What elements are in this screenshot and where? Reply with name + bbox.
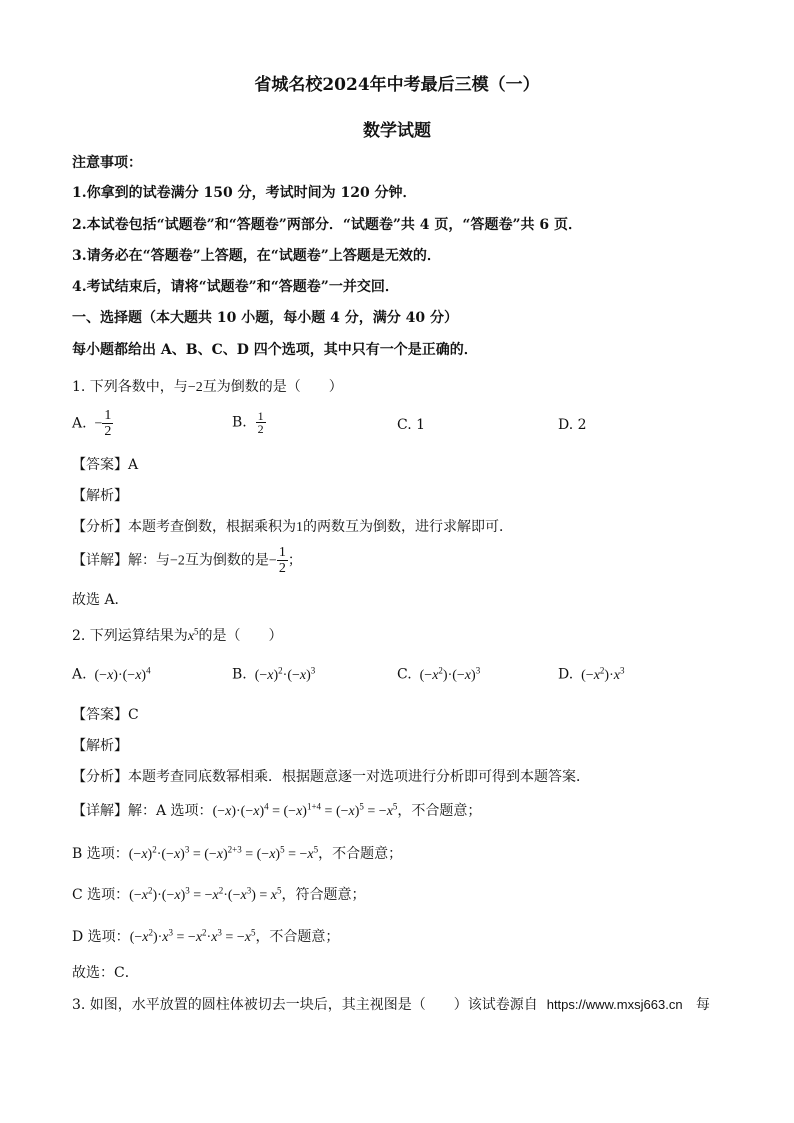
q2-detail-a: 【详解】解：A 选项：$(-x)\cdot(-x)^4 = (-x)^{1+4} = (-x)^5 = -x^5$，不合题意； [72, 801, 482, 819]
q2-detail-d: D 选项：$(-x^2)\cdot x^3 = -x^2\cdot x^3 = -x^5$，不合题意； [72, 927, 340, 945]
q1-stem-number: −2 [187, 380, 203, 395]
notice-heading: 注意事项： [72, 155, 142, 171]
source-link[interactable]: https://www.mxsj663.cn [546, 997, 683, 1012]
q2-option-b: B. $(-x)^2\cdot(-x)^3$ [232, 665, 316, 683]
notice-item-4: 4.考试结束后，请将“试题卷”和“答题卷”一并交回． [72, 279, 399, 295]
section-heading: 一、选择题（本大题共 10 小题，每小题 4 分，满分 40 分） [72, 310, 458, 326]
q2-option-c: C. $(-x^2)\cdot(-x)^3$ [397, 665, 481, 683]
q1-conclusion: 故选 A． [72, 592, 129, 608]
q1-analysis: 【分析】本题考查倒数，根据乘积为1的两数互为倒数，进行求解即可． [72, 519, 513, 535]
q1-option-b: B. $\frac{1}{2}$ [232, 409, 264, 436]
fraction-neg-half: $\frac{1}{2}$ [104, 408, 112, 439]
q2-stem: 2. 下列运算结果为$x^5$的是（ ） [72, 626, 283, 644]
q2-conclusion: 故选：C． [72, 965, 139, 981]
q1-answer: 【答案】A [72, 457, 139, 473]
fraction-half: $\frac{1}{2}$ [257, 409, 264, 436]
notice-item-1: 1.你拿到的试卷满分 150 分，考试时间为 120 分钟． [72, 185, 417, 201]
section-instruction: 每小题都给出 A、B、C、D 四个选项，其中只有一个是正确的． [72, 342, 478, 358]
notice-item-3: 3.请务必在“答题卷”上答题，在“试题卷”上答题是无效的． [72, 248, 441, 264]
q1-analysis-tag: 【解析】 [72, 488, 128, 504]
document-subtitle: 数学试题 [363, 121, 431, 141]
q1-stem: 1. 下列各数中，与−2互为倒数的是（ ） [72, 379, 343, 395]
q2-detail-c: C 选项：$(-x^2)\cdot(-x)^3 = -x^2\cdot(-x^3) = x^5$，符合题意； [72, 885, 366, 903]
q1-option-a: A. − $\frac{1}{2}$ [72, 408, 112, 439]
q2-analysis: 【分析】本题考查同底数幂相乘．根据题意逐一对选项进行分析即可得到本题答案． [72, 769, 590, 785]
q1-detail: 【详解】解：与−2互为倒数的是− $\frac{1}{2}$ ； [72, 545, 302, 576]
document-title: 省城名校2024年中考最后三模（一） [254, 75, 540, 95]
q1-option-d: D. 2 [558, 417, 587, 433]
q2-detail-b: B 选项：$(-x)^2\cdot(-x)^3 = (-x)^{2+3} = (-x)^5 = -x^5$，不合题意； [72, 844, 403, 862]
q2-answer: 【答案】C [72, 707, 139, 723]
q2-analysis-tag: 【解析】 [72, 738, 128, 754]
q3-stem: 3. 如图，水平放置的圆柱体被切去一块后，其主视图是（ ）该试卷源自 https://www.mxsj663.cn 每 [72, 997, 710, 1013]
fraction-neg-half-detail: $\frac{1}{2}$ [278, 545, 286, 576]
notice-item-2: 2.本试卷包括“试题卷”和“答题卷”两部分．“试题卷”共 4 页，“答题卷”共 6 页． [72, 217, 583, 233]
q2-option-a: A. $(-x)\cdot(-x)^4$ [72, 665, 151, 683]
q2-option-d: D. $(-x^2)\cdot x^3$ [558, 665, 625, 683]
q1-option-c: C. 1 [397, 417, 426, 433]
